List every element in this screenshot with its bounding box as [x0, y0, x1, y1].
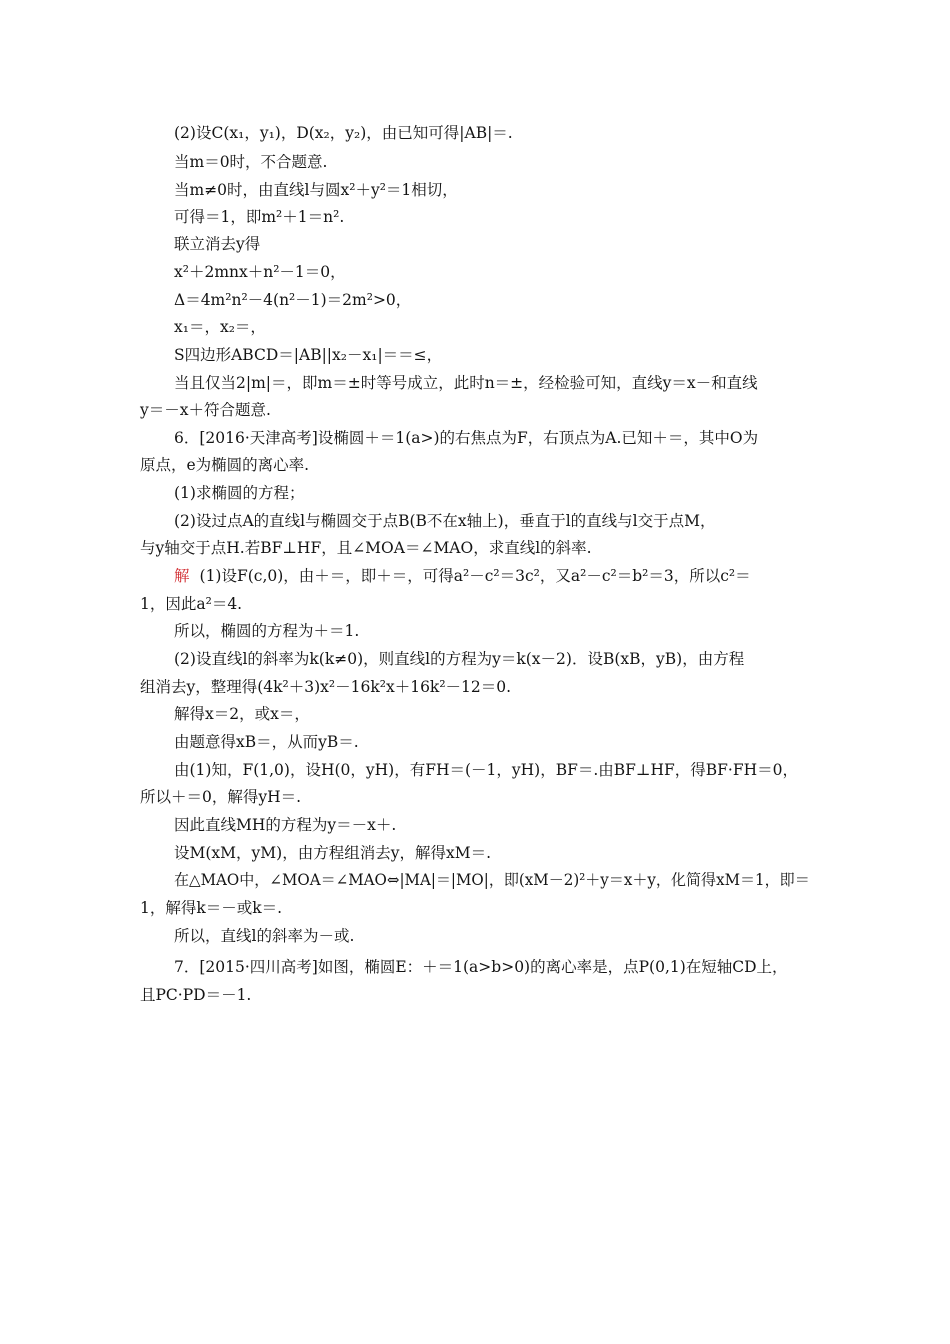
text-line: Δ＝4m²n²－4(n²－1)＝2m²>0， — [174, 291, 412, 309]
text-line: S四边形ABCD＝|AB||x₂－x₁|＝＝≤， — [174, 346, 443, 364]
solution-text: (1)设F(c,0)，由＋＝，即＋＝，可得a²－c²＝3c²，又a²－c²＝b²＝3，所以c²＝ — [199, 567, 751, 585]
text-line: 当且仅当2|m|＝，即m＝±时等号成立，此时n＝±，经检验可知，直线y＝x－和直线 — [174, 374, 758, 392]
text-line: 原点，e为椭圆的离心率. — [140, 456, 310, 474]
question-6-part-2: (2)设过点A的直线l与椭圆交于点B(B不在x轴上)，垂直于l的直线与l交于点M， — [174, 512, 716, 530]
text-line: (2)设直线l的斜率为k(k≠0)，则直线l的方程为y＝k(x－2)．设B(xB，yB)，由方程 — [174, 650, 745, 668]
question-6-part-1: (1)求椭圆的方程； — [174, 484, 305, 502]
text-line: 1，解得k＝－或k＝. — [140, 899, 283, 917]
text-line: 因此直线MH的方程为y＝－x＋. — [174, 816, 397, 834]
text-line: 联立消去y得 — [174, 235, 261, 253]
question-6-stem: 6．[2016·天津高考]设椭圆＋＝1(a>)的右焦点为F，右顶点为A.已知＋＝，其中O为 — [174, 429, 759, 447]
text-line: x₁＝，x₂＝， — [174, 318, 266, 336]
text-line: 1，因此a²＝4. — [140, 595, 243, 613]
text-line: 设M(xM，yM)，由方程组消去y，解得xM＝. — [174, 844, 492, 862]
text-line: 由题意得xB＝，从而yB＝. — [174, 733, 359, 751]
text-line: 且PC·PD＝－1. — [140, 986, 252, 1004]
text-line: y＝－x＋符合题意. — [140, 401, 271, 419]
text-line: 当m≠0时，由直线l与圆x²＋y²＝1相切， — [174, 181, 458, 199]
question-7-stem: 7．[2015·四川高考]如图，椭圆E：＋＝1(a>b>0)的离心率是，点P(0,1)在短轴CD上， — [174, 958, 788, 976]
text-line: 组消去y，整理得(4k²＋3)x²－16k²x＋16k²－12＝0. — [140, 678, 512, 696]
text-line: x²＋2mnx＋n²－1＝0， — [174, 263, 346, 281]
text-line: 解得x＝2，或x＝， — [174, 705, 310, 723]
text-line: 在△MAO中，∠MOA＝∠MAO⇔|MA|＝|MO|，即(xM－2)²＋y＝x＋y，化简得xM＝1，即＝ — [174, 871, 810, 889]
text-line: 由(1)知，F(1,0)，设H(0，yH)，有FH＝(－1，yH)，BF＝.由BF⊥HF，得BF·FH＝0， — [174, 761, 798, 779]
solution-line — [174, 565, 751, 587]
text-line: 与y轴交于点H.若BF⊥HF，且∠MOA＝∠MAO，求直线l的斜率. — [140, 539, 592, 557]
text-line: 可得＝1，即m²＋1＝n². — [174, 208, 345, 226]
solution-marker: 解 — [174, 567, 190, 585]
text-line: 所以，直线l的斜率为－或. — [174, 927, 355, 945]
text-line: 所以，椭圆的方程为＋＝1. — [174, 622, 360, 640]
text-line: 当m＝0时，不合题意. — [174, 153, 328, 171]
text-line: (2)设C(x₁，y₁)，D(x₂，y₂)，由已知可得|AB|＝. — [174, 124, 513, 142]
text-line: 所以＋＝0，解得yH＝. — [140, 788, 302, 806]
